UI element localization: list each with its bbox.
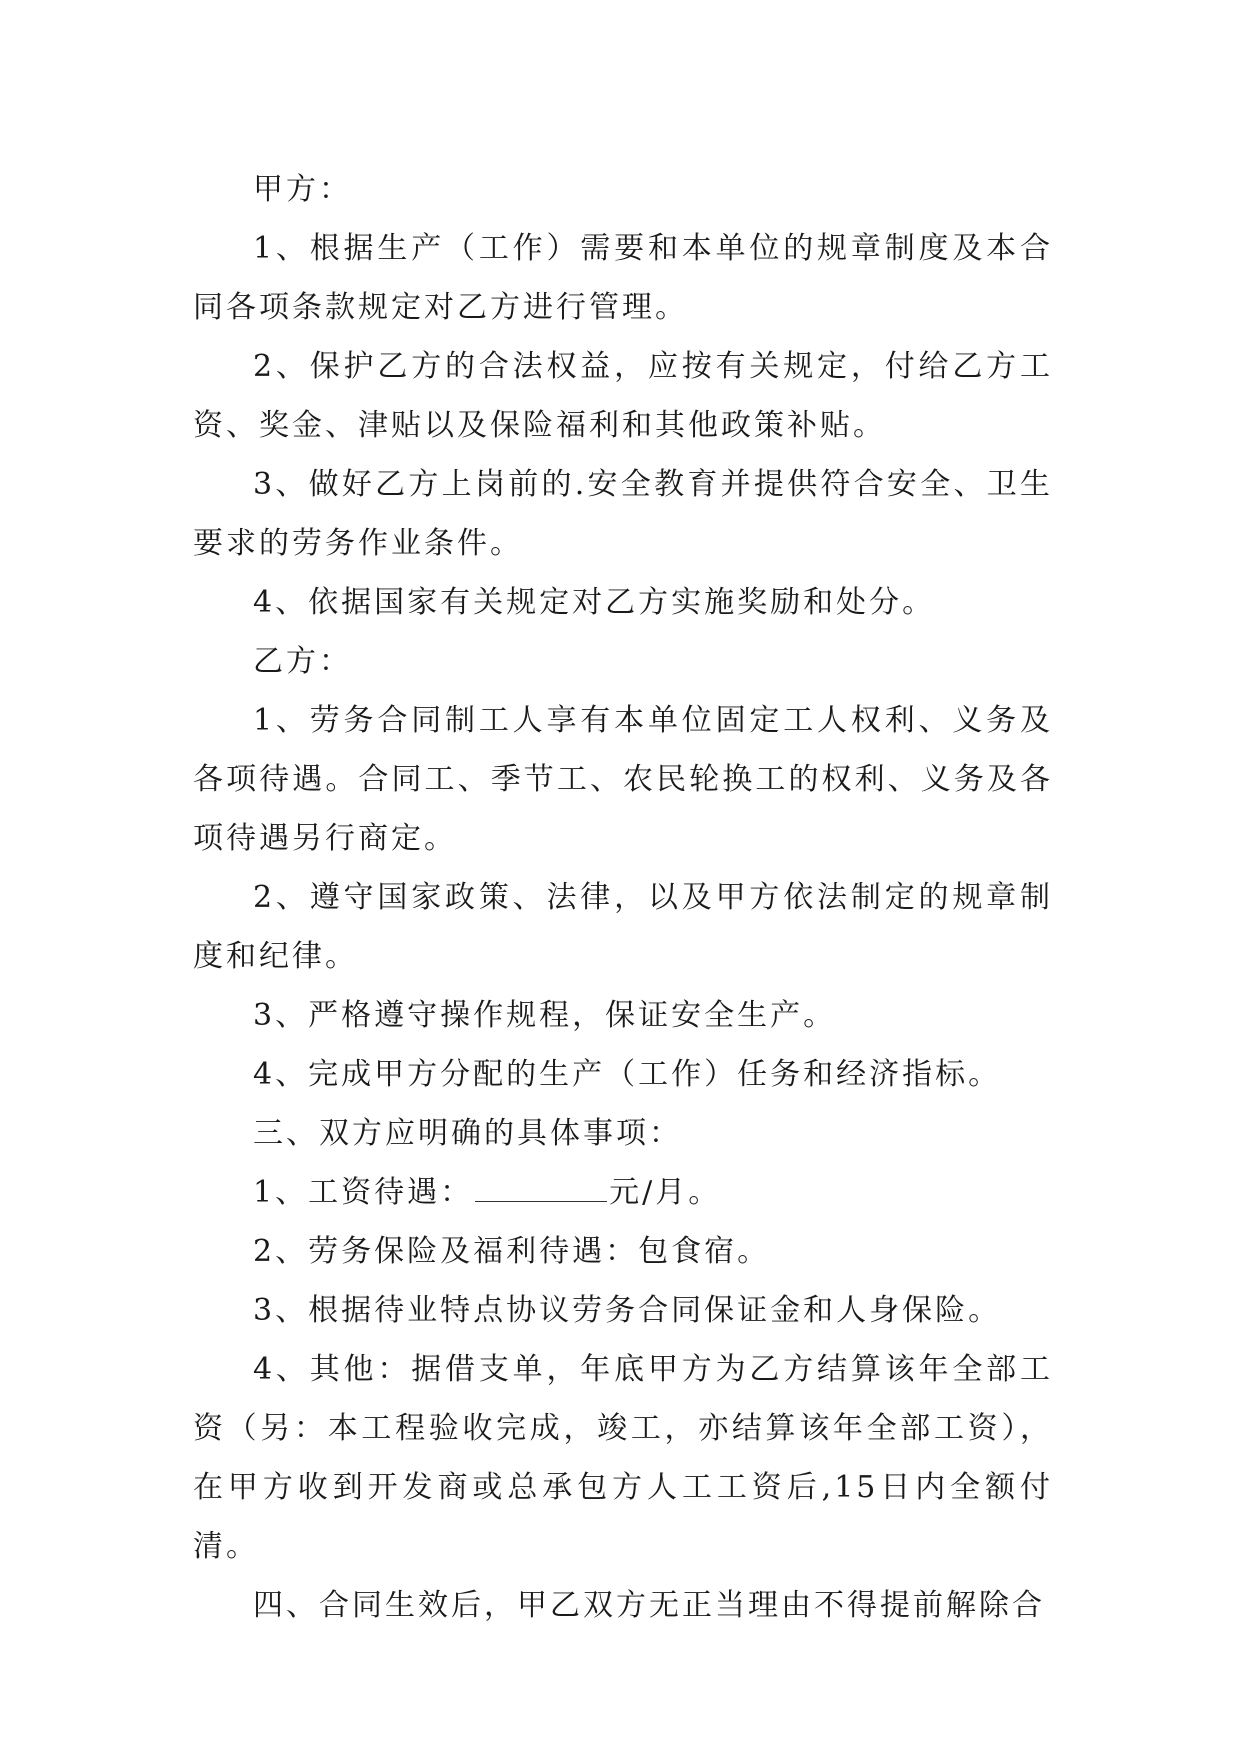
wage-clause-label: 1、工资待遇： [253, 1175, 474, 1210]
wage-amount-blank [475, 1175, 607, 1202]
party-b-clause-3: 3、严格遵守操作规程，保证安全生产。 [253, 998, 837, 1033]
party-b-clause-1: 1、劳务合同制工人享有本单位固定工人权利、义务及各项待遇。合同工、季节工、农民轮换工的权利、义务及各项待遇另行商定。 [193, 703, 1053, 856]
party-a-clause-1: 1、根据生产（工作）需要和本单位的规章制度及本合同各项条款规定对乙方进行管理。 [193, 231, 1053, 325]
wage-clause-unit: 元/月。 [609, 1175, 722, 1210]
party-a-heading: 甲方： [253, 172, 352, 207]
party-b-clause-4: 4、完成甲方分配的生产（工作）任务和经济指标。 [253, 1057, 1002, 1092]
document-body [193, 160, 1053, 1635]
other-clause: 4、其他：据借支单，年底甲方为乙方结算该年全部工资（另：本工程验收完成，竣工，亦结算该年全部工资），在甲方收到开发商或总承包方人工工资后,15日内全额付清。 [193, 1352, 1053, 1564]
section-3-heading: 三、双方应明确的具体事项： [253, 1116, 682, 1151]
party-a-clause-3: 3、做好乙方上岗前的.安全教育并提供符合安全、卫生要求的劳务作业条件。 [193, 467, 1053, 561]
party-b-heading: 乙方： [253, 644, 352, 679]
wage-clause [193, 1163, 1053, 1222]
party-a-clause-2: 2、保护乙方的合法权益，应按有关规定，付给乙方工资、奖金、津贴以及保险福利和其他政策补贴。 [193, 349, 1053, 443]
party-b-clause-2: 2、遵守国家政策、法律，以及甲方依法制定的规章制度和纪律。 [193, 880, 1053, 974]
insurance-clause: 2、劳务保险及福利待遇：包食宿。 [253, 1234, 771, 1269]
section-4-text: 四、合同生效后，甲乙双方无正当理由不得提前解除合 [253, 1588, 1045, 1623]
deposit-clause: 3、根据待业特点协议劳务合同保证金和人身保险。 [253, 1293, 1002, 1328]
party-a-clause-4: 4、依据国家有关规定对乙方实施奖励和处分。 [253, 585, 936, 620]
